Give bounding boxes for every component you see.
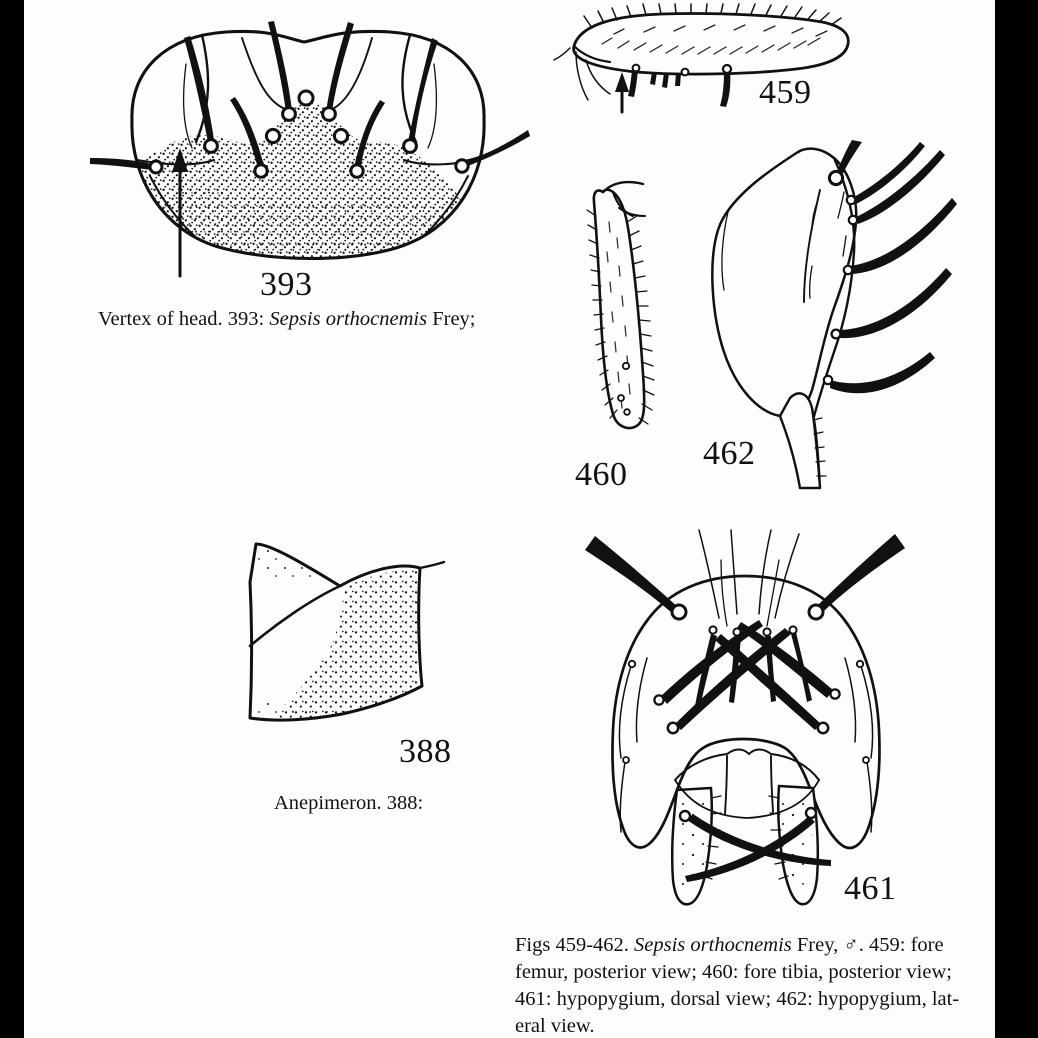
figure-461-hypopygium-dorsal (569, 530, 929, 910)
caption-main-tail: Frey, ♂. 459: fore (791, 934, 944, 956)
caption-main-species: Sepsis orthocnemis (634, 934, 792, 956)
caption-main-line2: femur, posterior view; 460: fore tibia, posterior view; (515, 961, 952, 984)
pointer-arrow-459 (615, 72, 629, 112)
caption-vertex-tail: Frey; (427, 308, 476, 330)
caption-anepimeron: Anepimeron. 388: (274, 792, 424, 814)
figure-number-461: 461 (844, 870, 897, 907)
figure-number-388: 388 (399, 733, 452, 770)
ocellus-right (334, 129, 347, 142)
figure-number-460: 460 (575, 456, 628, 493)
caption-main-line3: 461: hypopygium, dorsal view; 462: hypopygium, lat- (515, 988, 960, 1011)
apical-spine-right (809, 534, 905, 619)
ocellus-left (266, 129, 279, 142)
caption-main-line4: eral view. (515, 1015, 595, 1038)
figure-393-vertex-of-head (90, 8, 530, 278)
hypopygium-dorsal-drawing (569, 530, 929, 910)
caption-main (515, 932, 995, 1038)
plate-page (24, 0, 995, 1038)
anepimeron-drawing (214, 530, 444, 745)
figure-number-459: 459 (759, 74, 812, 111)
caption-vertex-species: Sepsis orthocnemis (269, 308, 428, 330)
caption-vertex-lead: Vertex of head. 393: (98, 308, 270, 330)
vertex-of-head-drawing (90, 8, 530, 278)
ocellus-median (299, 91, 313, 105)
fore-tibia-drawing (569, 178, 689, 448)
figure-460-fore-tibia (569, 178, 689, 448)
apical-spine-left (585, 536, 686, 619)
figure-number-393: 393 (260, 266, 313, 303)
caption-main-lead: Figs 459-462. (515, 934, 635, 956)
figure-number-462: 462 (703, 435, 756, 472)
figure-388-anepimeron (214, 530, 444, 745)
caption-vertex (98, 306, 528, 333)
